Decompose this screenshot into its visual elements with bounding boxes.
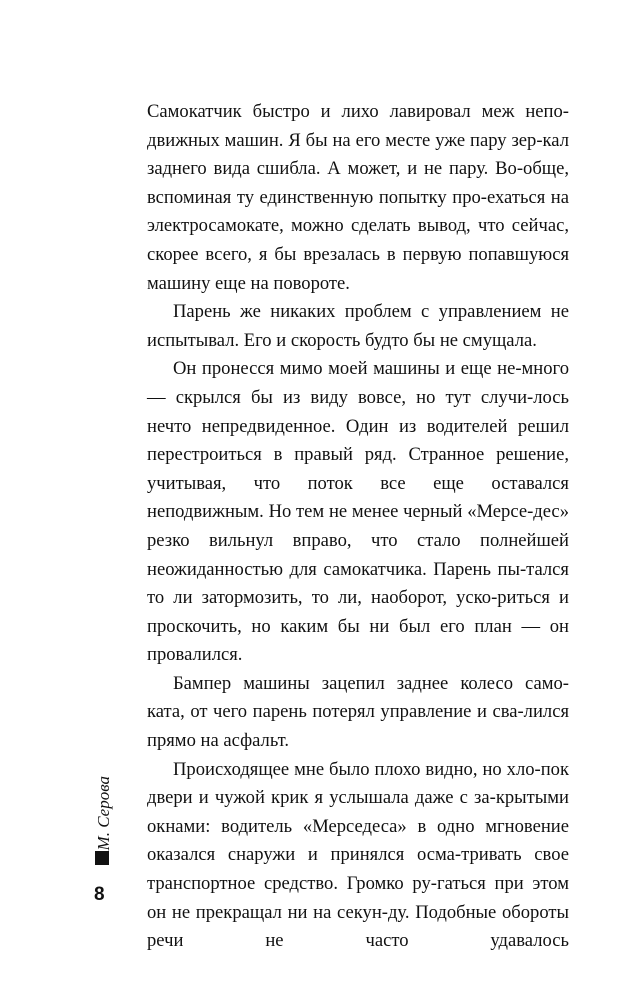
page-body (147, 98, 569, 956)
paragraph-3: Он пронесся мимо моей машины и еще не-много — скрылся бы из виду вовсе, но тут случи-лось нечто непредвиденное. Один из водителей решил перестроиться в правый ряд. Странное решение, учитывая, что поток все еще оставался неподвижным. Но тем не менее черный «Мерсе-дес» резко вильнул вправо, что стало полнейшей неожиданностью для самокатчика. Парень пы-тался то ли затормозить, то ли, наоборот, уско-риться и проскочить, но каким бы ни был его план — он провалился. (147, 358, 569, 666)
paragraph-5: Происходящее мне было плохо видно, но хло-пок двери и чужой крик я услышала даже с за-крытыми окнами: водитель «Мерседеса» в одно мгновение оказался снаружи и принялся осма-тривать свое транспортное средство. Громко ру-гаться при этом он не прекращал ни на секун-ду. Подобные обороты речи не часто удавалось (147, 758, 569, 952)
running-head (93, 776, 119, 886)
page-number: 8 (94, 884, 105, 905)
paragraph-2: Парень же никаких проблем с управлением не испытывал. Его и скорость будто бы не смущала. (147, 301, 569, 351)
paragraph-4: Бампер машины зацепил заднее колесо само-ката, от чего парень потерял управление и сва-лился прямо на асфальт. (147, 672, 569, 752)
author-name: М. Серова (94, 776, 113, 851)
square-bullet-icon (95, 851, 109, 865)
paragraph-1: Самокатчик быстро и лихо лавировал меж непо-движных машин. Я бы на его месте уже пару зер-кал заднего вида сшибла. А может, и не пару. Во-обще, вспоминая ту единственную попытку про-ехаться на электросамокате, можно сделать вывод, что сейчас, скорее всего, я бы врезалась в первую попавшуюся машину еще на повороте. (147, 101, 569, 294)
